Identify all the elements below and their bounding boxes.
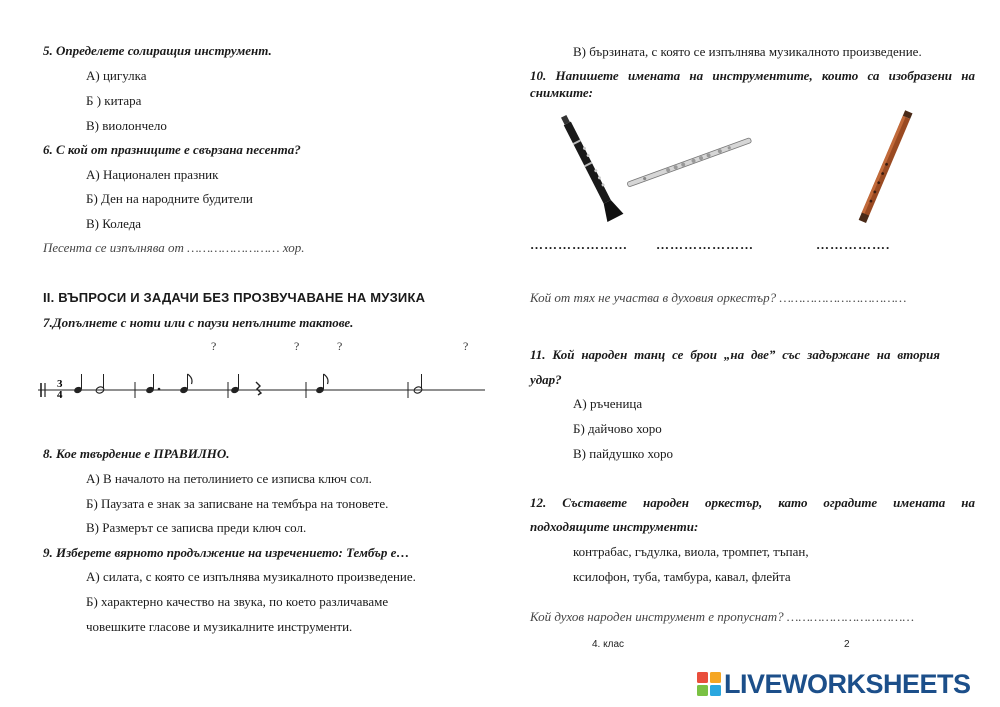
section-2-heading: II. ВЪПРОСИ И ЗАДАЧИ БЕЗ ПРОЗВУЧАВАНЕ НА МУЗИКА — [43, 290, 426, 305]
q5-option-c: В) виолончело — [86, 118, 167, 133]
q6-option-c: В) Коледа — [86, 216, 142, 231]
flute-picture — [622, 133, 757, 193]
time-signature-bottom: 4 — [57, 389, 63, 401]
q8-option-b: Б) Паузата е знак за записване на тембъра на тоновете. — [86, 496, 389, 511]
q5-option-a: А) цигулка — [86, 68, 147, 83]
q6-option-b: Б) Ден на народните будители — [86, 191, 253, 206]
q10-follow-up: Кой от тях не участва в духовия оркестър? …………………………… — [530, 290, 907, 305]
q12-instruments-line-1: контрабас, гъдулка, виола, тромпет, тъпан, — [573, 544, 809, 559]
q10-title-line-1: 10. Напишете имената на инструментите, които са изобразени на — [530, 68, 975, 83]
q5-option-b: Б ) китара — [86, 93, 142, 108]
time-signature-top: 3 — [57, 378, 63, 390]
quarter-note-1 — [73, 374, 83, 394]
q11-option-c: В) пайдушко хоро — [573, 446, 673, 461]
liveworksheets-brand[interactable]: LIVEWORKSHEETS — [724, 669, 971, 699]
q12-instruments-line-2: ксилофон, туба, тамбура, кавал, флейта — [573, 569, 791, 584]
dotted-quarter-note — [145, 374, 160, 394]
q8-option-c: В) Размерът се записва преди ключ сол. — [86, 520, 307, 535]
q11-option-a: А) ръченица — [573, 396, 643, 411]
q6-choir-note: Песента се изпълнява от …………………… хор. — [43, 240, 305, 255]
liveworksheets-logo-icon — [697, 672, 721, 696]
q12-title-line-1: 12. Съставете народен оркестър, като оградите имената на — [530, 495, 975, 510]
q10-answer-blank-1[interactable]: ………………… — [530, 237, 628, 252]
q7-question-mark-1: ? — [211, 339, 217, 353]
q9-option-c: В) бързината, с която се изпълнява музикалното произведение. — [573, 44, 922, 59]
q10-answer-blank-2[interactable]: ………………… — [656, 237, 754, 252]
q6-title: 6. С кой от празниците е свързана песента? — [43, 142, 301, 157]
eighth-note-2 — [315, 374, 328, 394]
q12-follow-up: Кой духов народен инструмент е пропуснат? …………………………… — [530, 609, 915, 624]
half-note-2 — [413, 374, 423, 394]
q11-option-b: Б) дайчово хоро — [573, 421, 662, 436]
eighth-note-1 — [179, 374, 192, 394]
q12-title-line-2: подходящите инструменти: — [530, 519, 699, 534]
quarter-rest — [256, 382, 261, 395]
q10-title-line-2: снимките: — [530, 85, 593, 100]
q8-title: 8. Кое твърдение е ПРАВИЛНО. — [43, 446, 230, 461]
q7-question-mark-2: ? — [294, 339, 300, 353]
q9-option-b-continued: човешките гласове и музикалните инструменти. — [86, 619, 353, 634]
q7-rhythm-staff — [38, 370, 488, 410]
q11-title-line-2: удар? — [530, 372, 562, 387]
q9-option-b: Б) характерно качество на звука, по което различаваме — [86, 594, 389, 609]
q9-title: 9. Изберете вярното продължение на изречението: Тембър е… — [43, 545, 410, 560]
q5-title: 5. Определете солиращия инструмент. — [43, 43, 272, 58]
half-note-1 — [95, 374, 105, 394]
q6-option-a: А) Национален празник — [86, 167, 219, 182]
q10-answer-blank-3[interactable]: ……………. — [816, 237, 891, 252]
footer-page-number: 2 — [844, 639, 850, 650]
q9-option-a: А) силата, с която се изпълнява музикалното произведение. — [86, 569, 416, 584]
footer-grade: 4. клас — [592, 639, 625, 650]
quarter-note-2 — [230, 374, 240, 394]
q7-question-mark-3: ? — [337, 339, 343, 353]
q7-question-mark-4: ? — [463, 339, 469, 353]
q11-title-line-1: 11. Кой народен танц се брои „на две” със задържане на втория — [530, 347, 940, 362]
q8-option-a: А) В началото на петолинието се изписва ключ сол. — [86, 471, 372, 486]
kaval-picture — [838, 104, 933, 232]
q7-title: 7.Допълнете с ноти или с паузи непълните тактове. — [43, 315, 354, 330]
